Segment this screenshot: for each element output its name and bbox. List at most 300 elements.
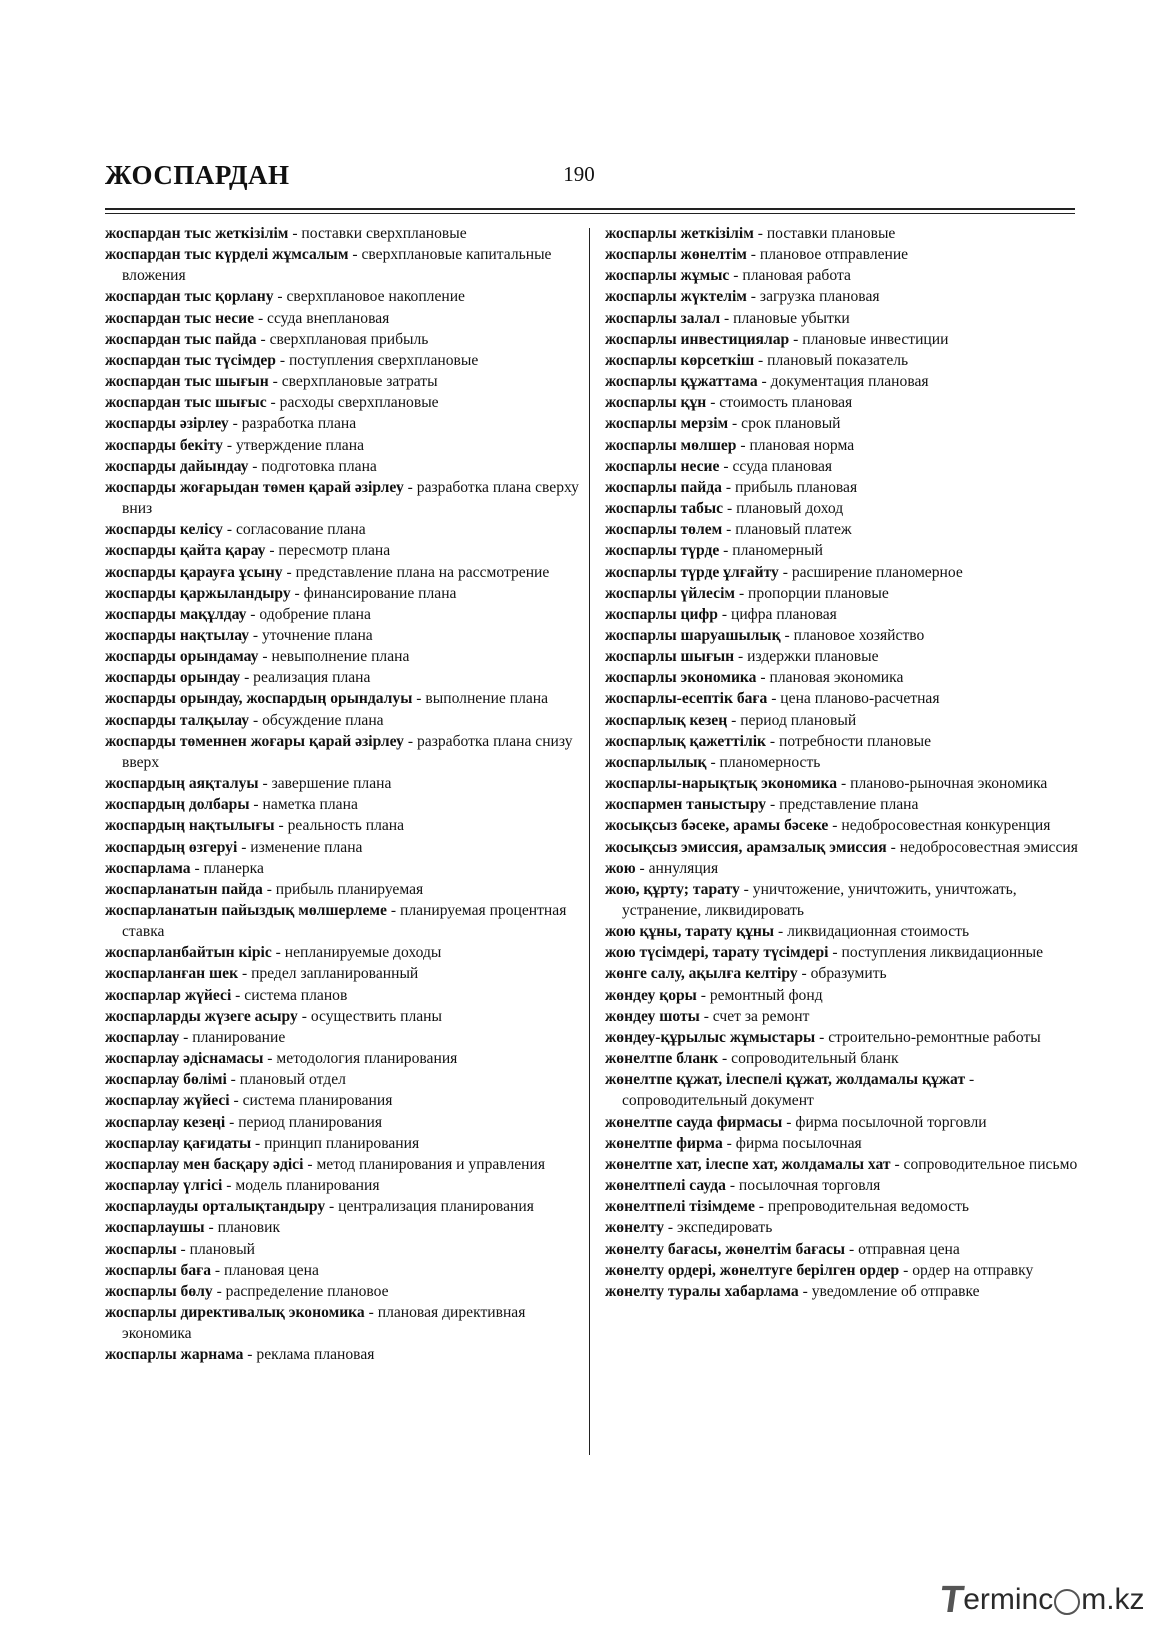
entry-definition: плановая экономика bbox=[769, 669, 904, 687]
entry-separator: - bbox=[275, 351, 289, 369]
dictionary-entry bbox=[605, 244, 1085, 265]
dictionary-entry bbox=[605, 921, 1085, 942]
dictionary-entry bbox=[605, 985, 1085, 1006]
entry-separator: - bbox=[778, 563, 792, 581]
entry-term: жоспарды қарауға ұсыну bbox=[105, 563, 283, 581]
entry-term: жоспарлы түрде ұлғайту bbox=[605, 563, 779, 581]
entry-term: жоспарлы көрсеткіш bbox=[605, 351, 755, 369]
entry-definition: плановый доход bbox=[736, 500, 844, 518]
dictionary-entry bbox=[105, 540, 585, 561]
dictionary-entry bbox=[605, 604, 1085, 625]
entry-term: жоспардың өзгеруі bbox=[105, 838, 238, 856]
entry-definition: финансирование плана bbox=[303, 584, 457, 602]
left-column bbox=[105, 223, 585, 1365]
dictionary-entry bbox=[605, 583, 1085, 604]
entry-separator: - bbox=[249, 711, 263, 729]
dictionary-entry bbox=[105, 1281, 585, 1302]
logo-ring-icon bbox=[1054, 1589, 1080, 1615]
entry-term: жоспардан тыс пайда bbox=[105, 330, 257, 348]
entry-definition: документация плановая bbox=[770, 373, 929, 391]
entry-term: жоспарды орындау, жоспардың орындалуы bbox=[105, 690, 413, 708]
entry-separator: - bbox=[282, 563, 296, 581]
dictionary-entry bbox=[105, 646, 585, 667]
entry-separator: - bbox=[248, 457, 262, 475]
dictionary-entry bbox=[605, 963, 1085, 984]
entry-definition: плановик bbox=[217, 1219, 281, 1237]
entry-separator: - bbox=[303, 1155, 317, 1173]
entry-term: жоспарлау бөлімі bbox=[105, 1071, 227, 1089]
terminkom-logo[interactable] bbox=[937, 1578, 1145, 1622]
entry-term: жоспарлы мөлшер bbox=[605, 436, 737, 454]
entry-term: жою құны, тарату құны bbox=[605, 923, 775, 941]
dictionary-entry bbox=[105, 1090, 585, 1111]
entry-term: жоспарлы түрде bbox=[605, 542, 720, 560]
dictionary-entry bbox=[105, 963, 585, 984]
entry-term: жоспардан тыс шығын bbox=[105, 373, 269, 391]
entry-term: жөнелту бағасы, жөнелтім бағасы bbox=[605, 1240, 846, 1258]
entry-term: жөнелту туралы хабарлама bbox=[605, 1282, 799, 1300]
entry-term: жоспарды орындамау bbox=[105, 648, 259, 666]
entry-definition: препроводительная ведомость bbox=[767, 1198, 970, 1216]
dictionary-entry bbox=[605, 540, 1085, 561]
entry-term: жоспарлы табыс bbox=[605, 500, 724, 518]
entry-separator: - bbox=[403, 732, 417, 750]
dictionary-entry bbox=[605, 879, 1085, 921]
entry-definition: плановое отправление bbox=[759, 246, 909, 264]
entry-separator: - bbox=[736, 436, 750, 454]
dictionary-entry bbox=[105, 1344, 585, 1365]
dictionary-entry bbox=[105, 731, 585, 773]
right-column bbox=[605, 223, 1085, 1302]
entry-separator: - bbox=[176, 1240, 190, 1258]
entry-definition: ордер на отправку bbox=[912, 1261, 1034, 1279]
dictionary-entry bbox=[605, 1069, 1085, 1111]
dictionary-entry bbox=[105, 1217, 585, 1238]
entry-term: жоспардан тыс қорлану bbox=[105, 288, 274, 306]
entry-definition: строительно-ремонтные работы bbox=[828, 1028, 1041, 1046]
entry-definition: расходы сверхплановые bbox=[279, 394, 439, 412]
entry-separator: - bbox=[766, 796, 780, 814]
entry-definition: планомерность bbox=[719, 753, 821, 771]
entry-separator: - bbox=[774, 923, 788, 941]
entry-separator: - bbox=[721, 478, 735, 496]
entry-definition: реализация плана bbox=[253, 669, 371, 687]
dictionary-entry bbox=[605, 413, 1085, 434]
entry-term: жоспарды қайта қарау bbox=[105, 542, 266, 560]
dictionary-entry bbox=[605, 1048, 1085, 1069]
dictionary-entry bbox=[605, 1260, 1085, 1281]
header-word: ЖОСПАРДАН bbox=[105, 160, 290, 190]
entry-term: жоспарлы пайда bbox=[605, 478, 722, 496]
dictionary-entry bbox=[105, 413, 585, 434]
entry-definition: посылочная торговля bbox=[738, 1177, 881, 1195]
entry-term: жоспарлау жүйесі bbox=[105, 1092, 230, 1110]
entry-definition: расширение планомерное bbox=[791, 563, 963, 581]
logo-letter: T bbox=[937, 1578, 967, 1621]
entry-term: жөнелтпелі тізімдеме bbox=[605, 1198, 755, 1216]
entry-definition: утверждение плана bbox=[235, 436, 364, 454]
entry-separator: - bbox=[211, 1261, 224, 1279]
entry-term: жоспарланбайтын кіріс bbox=[105, 944, 272, 962]
dictionary-entry bbox=[105, 1154, 585, 1175]
dictionary-entry bbox=[605, 752, 1085, 773]
entry-separator: - bbox=[739, 880, 753, 898]
dictionary-entry bbox=[105, 794, 585, 815]
entry-definition: сопроводительный документ bbox=[622, 1092, 814, 1110]
entry-definition: планомерный bbox=[732, 542, 823, 560]
entry-separator: - bbox=[258, 775, 272, 793]
entry-term: жоспарды қаржыландыру bbox=[105, 584, 291, 602]
entry-term: жөнелтпе құжат, ілеспелі құжат, жолдамалы құжат bbox=[605, 1071, 966, 1089]
dictionary-entry bbox=[105, 308, 585, 329]
entry-separator: - bbox=[734, 648, 748, 666]
dictionary-entry bbox=[105, 837, 585, 858]
dictionary-entry bbox=[105, 519, 585, 540]
entry-definition: загрузка плановая bbox=[759, 288, 880, 306]
entry-definition: плановая цена bbox=[224, 1261, 319, 1279]
entry-definition: фирма посылочная bbox=[735, 1134, 862, 1152]
entry-term: жоспарлы жеткізілім bbox=[605, 225, 754, 242]
entry-separator: - bbox=[728, 415, 742, 433]
entry-separator: - bbox=[798, 1282, 812, 1300]
entry-term: жоспарлау мен басқару әдісі bbox=[105, 1155, 304, 1173]
entry-term: жоспардан тыс түсімдер bbox=[105, 351, 276, 369]
entry-separator: - bbox=[815, 1028, 829, 1046]
entry-separator: - bbox=[706, 394, 720, 412]
dictionary-entry bbox=[105, 985, 585, 1006]
entry-definition: методология планирования bbox=[276, 1050, 458, 1068]
entry-separator: - bbox=[782, 1113, 796, 1131]
entry-separator: - bbox=[723, 500, 737, 518]
entry-definition: уведомление об отправке bbox=[811, 1282, 980, 1300]
header-rule-thin bbox=[105, 213, 1075, 214]
dictionary-entry bbox=[605, 1154, 1085, 1175]
entry-separator: - bbox=[290, 584, 304, 602]
entry-definition: пересмотр плана bbox=[278, 542, 391, 560]
dictionary-entry bbox=[605, 646, 1085, 667]
entry-term: жоспарлы-есептік баға bbox=[605, 690, 768, 708]
dictionary-entry bbox=[605, 815, 1085, 836]
entry-separator: - bbox=[797, 965, 811, 983]
entry-separator: - bbox=[719, 542, 733, 560]
dictionary-entry bbox=[605, 942, 1085, 963]
entry-separator: - bbox=[266, 394, 280, 412]
entry-term: жоспарлау bbox=[105, 1028, 180, 1046]
entry-definition: поступления ликвидационные bbox=[841, 944, 1043, 962]
entry-definition: разработка плана снизу вверх bbox=[122, 732, 573, 771]
entry-separator: - bbox=[754, 351, 768, 369]
entry-definition: цифра плановая bbox=[730, 605, 837, 623]
entry-separator: - bbox=[722, 521, 736, 539]
entry-definition: плановый bbox=[189, 1240, 256, 1258]
entry-separator: - bbox=[965, 1071, 975, 1089]
dictionary-entry bbox=[105, 1175, 585, 1196]
entry-term: жосықсыз бәсеке, арамы бәсеке bbox=[605, 817, 829, 835]
entry-separator: - bbox=[899, 1261, 913, 1279]
dictionary-entry bbox=[105, 604, 585, 625]
entry-separator: - bbox=[265, 542, 279, 560]
entry-separator: - bbox=[225, 1113, 239, 1131]
entry-separator: - bbox=[222, 436, 236, 454]
dictionary-entry bbox=[105, 688, 585, 709]
dictionary-entry bbox=[105, 1133, 585, 1154]
dictionary-entry bbox=[605, 837, 1085, 858]
dictionary-entry bbox=[605, 1027, 1085, 1048]
dictionary-entry bbox=[105, 1239, 585, 1260]
entry-definition: плановая норма bbox=[749, 436, 855, 454]
dictionary-entry bbox=[605, 794, 1085, 815]
entry-definition: планируемая процентная ставка bbox=[122, 902, 567, 941]
dictionary-entry bbox=[605, 1239, 1085, 1260]
dictionary-entry bbox=[105, 583, 585, 604]
entry-definition: сопроводительное письмо bbox=[903, 1155, 1078, 1173]
entry-definition: планово-рыночная экономика bbox=[850, 775, 1048, 793]
entry-term: жоспарлы жүктелім bbox=[605, 288, 747, 306]
entry-separator: - bbox=[256, 330, 270, 348]
entry-term: жоспарлы директивалық экономика bbox=[105, 1303, 365, 1321]
entry-separator: - bbox=[226, 1071, 240, 1089]
dictionary-entry bbox=[105, 879, 585, 900]
entry-separator: - bbox=[719, 457, 733, 475]
entry-term: жоспарды бекіту bbox=[105, 436, 223, 454]
entry-term: жөнелтпе хат, ілеспе хат, жолдамалы хат bbox=[605, 1155, 891, 1173]
entry-term: жою, құрту; тарату bbox=[605, 880, 740, 898]
entry-definition: изменение плана bbox=[250, 838, 363, 856]
entry-term: жоспарлы шаруашылық bbox=[605, 626, 781, 644]
dictionary-entry bbox=[605, 1196, 1085, 1217]
entry-term: жөнелтпе бланк bbox=[605, 1050, 719, 1068]
dictionary-entry bbox=[105, 942, 585, 963]
entry-term: жоспарлы цифр bbox=[605, 605, 718, 623]
entry-term: жоспарлық кезең bbox=[605, 711, 728, 729]
entry-separator: - bbox=[204, 1219, 218, 1237]
entry-definition: период планирования bbox=[238, 1113, 383, 1131]
entry-separator: - bbox=[386, 902, 400, 919]
entry-separator: - bbox=[348, 246, 362, 264]
entry-definition: ссуда плановая bbox=[732, 457, 833, 475]
entry-definition: распределение плановое bbox=[225, 1282, 389, 1300]
dictionary-entry bbox=[105, 286, 585, 307]
entry-term: жоспарды әзірлеу bbox=[105, 415, 229, 433]
entry-separator: - bbox=[756, 669, 770, 687]
entry-definition: ссуда внеплановая bbox=[267, 309, 390, 327]
entry-definition: плановые убытки bbox=[733, 309, 850, 327]
entry-separator: - bbox=[240, 669, 254, 687]
entry-separator: - bbox=[190, 859, 204, 877]
entry-definition: система планов bbox=[244, 986, 348, 1004]
entry-separator: - bbox=[249, 796, 263, 814]
logo-text: erminc bbox=[963, 1583, 1054, 1616]
entry-term: жоспарлы экономика bbox=[605, 669, 757, 687]
entry-definition: ликвидационная стоимость bbox=[787, 923, 970, 941]
entry-term: жоспармен таныстыру bbox=[605, 796, 767, 814]
entry-term: жоспарланатын пайда bbox=[105, 880, 263, 898]
entry-term: жөнге салу, ақылға келтіру bbox=[605, 965, 798, 983]
entry-separator: - bbox=[837, 775, 851, 793]
dictionary-entry bbox=[105, 456, 585, 477]
entry-separator: - bbox=[268, 373, 282, 391]
entry-separator: - bbox=[845, 1240, 859, 1258]
dictionary-entry bbox=[605, 667, 1085, 688]
entry-definition: представление плана bbox=[779, 796, 919, 814]
entry-term: жөнелту ордері, жөнелтуге берілген ордер bbox=[605, 1261, 900, 1279]
entry-definition: представление плана на рассмотрение bbox=[295, 563, 550, 581]
entry-term: жоспарлы жөнелтім bbox=[605, 246, 747, 264]
entry-definition: сопроводительный бланк bbox=[731, 1050, 899, 1068]
entry-term: жоспарлар жүйесі bbox=[105, 986, 232, 1004]
dictionary-entry bbox=[605, 519, 1085, 540]
dictionary-entry bbox=[105, 329, 585, 350]
entry-separator: - bbox=[263, 1050, 277, 1068]
dictionary-entry bbox=[105, 625, 585, 646]
entry-definition: сверхплановое накопление bbox=[286, 288, 465, 306]
dictionary-entry bbox=[605, 456, 1085, 477]
entry-term: жоспардан тыс жеткізілім bbox=[105, 225, 289, 242]
entry-definition: уничтожение, уничтожить, уничтожать, устранение, ликвидировать bbox=[622, 880, 1017, 919]
entry-definition: срок плановый bbox=[741, 415, 841, 433]
entry-term: жоспарлы инвестициялар bbox=[605, 330, 790, 348]
entry-term: жоспарлау қағидаты bbox=[105, 1134, 252, 1152]
dictionary-entry bbox=[105, 1006, 585, 1027]
entry-definition: сверхплановые затраты bbox=[281, 373, 438, 391]
entry-definition: поставки сверхплановые bbox=[301, 225, 467, 242]
entry-definition: централизация планирования bbox=[338, 1198, 534, 1216]
entry-definition: сверхплановые капитальные вложения bbox=[122, 246, 552, 285]
dictionary-entry bbox=[605, 329, 1085, 350]
entry-term: жоспарлауды орталықтандыру bbox=[105, 1198, 326, 1216]
entry-separator: - bbox=[828, 817, 842, 835]
entry-definition: период плановый bbox=[740, 711, 857, 729]
dictionary-entry bbox=[605, 498, 1085, 519]
entry-definition: недобросовестная конкуренция bbox=[841, 817, 1051, 835]
dictionary-entry bbox=[605, 1006, 1085, 1027]
page-number: 190 bbox=[563, 162, 595, 186]
entry-separator: - bbox=[246, 605, 260, 623]
entry-definition: плановые инвестиции bbox=[802, 330, 949, 348]
entry-term: жою bbox=[605, 859, 636, 877]
entry-separator: - bbox=[729, 267, 743, 285]
entry-term: жөндеу қоры bbox=[605, 986, 697, 1004]
entry-separator: - bbox=[753, 225, 767, 242]
entry-term: жөнелтпелі сауда bbox=[605, 1177, 726, 1195]
dictionary-entry bbox=[105, 858, 585, 879]
entry-definition: одобрение плана bbox=[259, 605, 371, 623]
dictionary-entry bbox=[105, 710, 585, 731]
entry-separator: - bbox=[727, 711, 741, 729]
entry-definition: метод планирования и управления bbox=[316, 1155, 546, 1173]
dictionary-entry bbox=[105, 435, 585, 456]
entry-definition: невыполнение плана bbox=[271, 648, 410, 666]
entry-term: жөнелтпе фирма bbox=[605, 1134, 723, 1152]
entry-separator: - bbox=[222, 521, 236, 539]
entry-definition: фирма посылочной торговли bbox=[795, 1113, 987, 1131]
entry-term: жоспарды төменнен жоғары қарай әзірлеу bbox=[105, 732, 404, 750]
entry-term: жоспардың аяқталуы bbox=[105, 775, 259, 793]
entry-separator: - bbox=[706, 753, 720, 771]
entry-separator: - bbox=[229, 1092, 243, 1110]
dictionary-entry bbox=[605, 265, 1085, 286]
entry-separator: - bbox=[746, 246, 760, 264]
dictionary-entry bbox=[605, 1217, 1085, 1238]
entry-separator: - bbox=[664, 1219, 678, 1237]
entry-separator: - bbox=[412, 690, 426, 708]
dictionary-entry bbox=[105, 900, 585, 942]
entry-definition: разработка плана bbox=[241, 415, 357, 433]
entry-separator: - bbox=[249, 626, 262, 644]
entry-term: жоспарлы құжаттама bbox=[605, 373, 758, 391]
dictionary-entry bbox=[605, 688, 1085, 709]
entry-definition: образумить bbox=[810, 965, 887, 983]
dictionary-entry bbox=[605, 731, 1085, 752]
entry-term: жоспарлы жұмыс bbox=[605, 267, 730, 285]
entry-definition: разработка плана сверху вниз bbox=[122, 478, 579, 518]
entry-separator: - bbox=[238, 965, 252, 983]
entry-term: жоспардан тыс күрделі жұмсалым bbox=[105, 246, 349, 264]
entry-definition: плановая директивная экономика bbox=[122, 1303, 526, 1343]
entry-separator: - bbox=[271, 944, 285, 962]
dictionary-entry bbox=[605, 1281, 1085, 1302]
entry-separator: - bbox=[262, 880, 276, 898]
entry-separator: - bbox=[251, 1134, 265, 1152]
entry-definition: плановая работа bbox=[742, 267, 851, 285]
dictionary-entry bbox=[105, 562, 585, 583]
entry-term: жоспарлы несие bbox=[605, 457, 720, 475]
entry-term: жоспарлау кезеңі bbox=[105, 1113, 226, 1131]
entry-term: жоспарлаушы bbox=[105, 1219, 205, 1237]
entry-term: жою түсімдері, тарату түсімдері bbox=[605, 944, 829, 962]
dictionary-entry bbox=[605, 286, 1085, 307]
dictionary-entry bbox=[105, 1196, 585, 1217]
dictionary-entry bbox=[605, 1133, 1085, 1154]
entry-separator: - bbox=[228, 415, 242, 433]
entry-separator: - bbox=[717, 605, 731, 623]
entry-term: жоспарды орындау bbox=[105, 669, 241, 687]
entry-separator: - bbox=[789, 330, 803, 348]
entry-separator: - bbox=[258, 648, 272, 666]
entry-definition: планирование bbox=[192, 1028, 286, 1046]
entry-term: жөндеу-құрылыс жұмыстары bbox=[605, 1028, 816, 1046]
entry-separator: - bbox=[767, 690, 781, 708]
header-rule bbox=[105, 208, 1075, 210]
entry-term: жоспарлы шығын bbox=[605, 648, 735, 666]
dictionary-entry bbox=[605, 308, 1085, 329]
entry-separator: - bbox=[890, 1155, 904, 1173]
entry-separator: - bbox=[746, 288, 760, 306]
entry-term: жоспарлау әдіснамасы bbox=[105, 1050, 264, 1068]
entry-separator: - bbox=[766, 732, 780, 750]
entry-definition: прибыль планируемая bbox=[275, 880, 424, 898]
dictionary-entry bbox=[105, 477, 585, 519]
entry-separator: - bbox=[222, 1177, 236, 1195]
dictionary-entry bbox=[105, 773, 585, 794]
dictionary-entry bbox=[605, 1112, 1085, 1133]
entry-term: жоспардың долбары bbox=[105, 796, 250, 814]
entry-definition: осуществить планы bbox=[310, 1007, 442, 1025]
entry-definition: реклама плановая bbox=[256, 1346, 375, 1364]
entry-term: жоспарланатын пайыздық мөлшерлеме bbox=[105, 902, 387, 919]
entry-definition: обсуждение плана bbox=[262, 711, 384, 729]
entry-definition: потребности плановые bbox=[779, 732, 932, 750]
entry-term: жоспарды талқылау bbox=[105, 711, 250, 729]
dictionary-entry bbox=[105, 1027, 585, 1048]
dictionary-entry bbox=[105, 223, 585, 244]
dictionary-entry bbox=[605, 1175, 1085, 1196]
entry-separator: - bbox=[212, 1282, 226, 1300]
entry-term: жоспарды мақұлдау bbox=[105, 605, 247, 623]
entry-term: жосықсыз эмиссия, арамзалық эмиссия bbox=[605, 838, 887, 856]
entry-separator: - bbox=[635, 859, 649, 877]
entry-separator: - bbox=[725, 1177, 739, 1195]
